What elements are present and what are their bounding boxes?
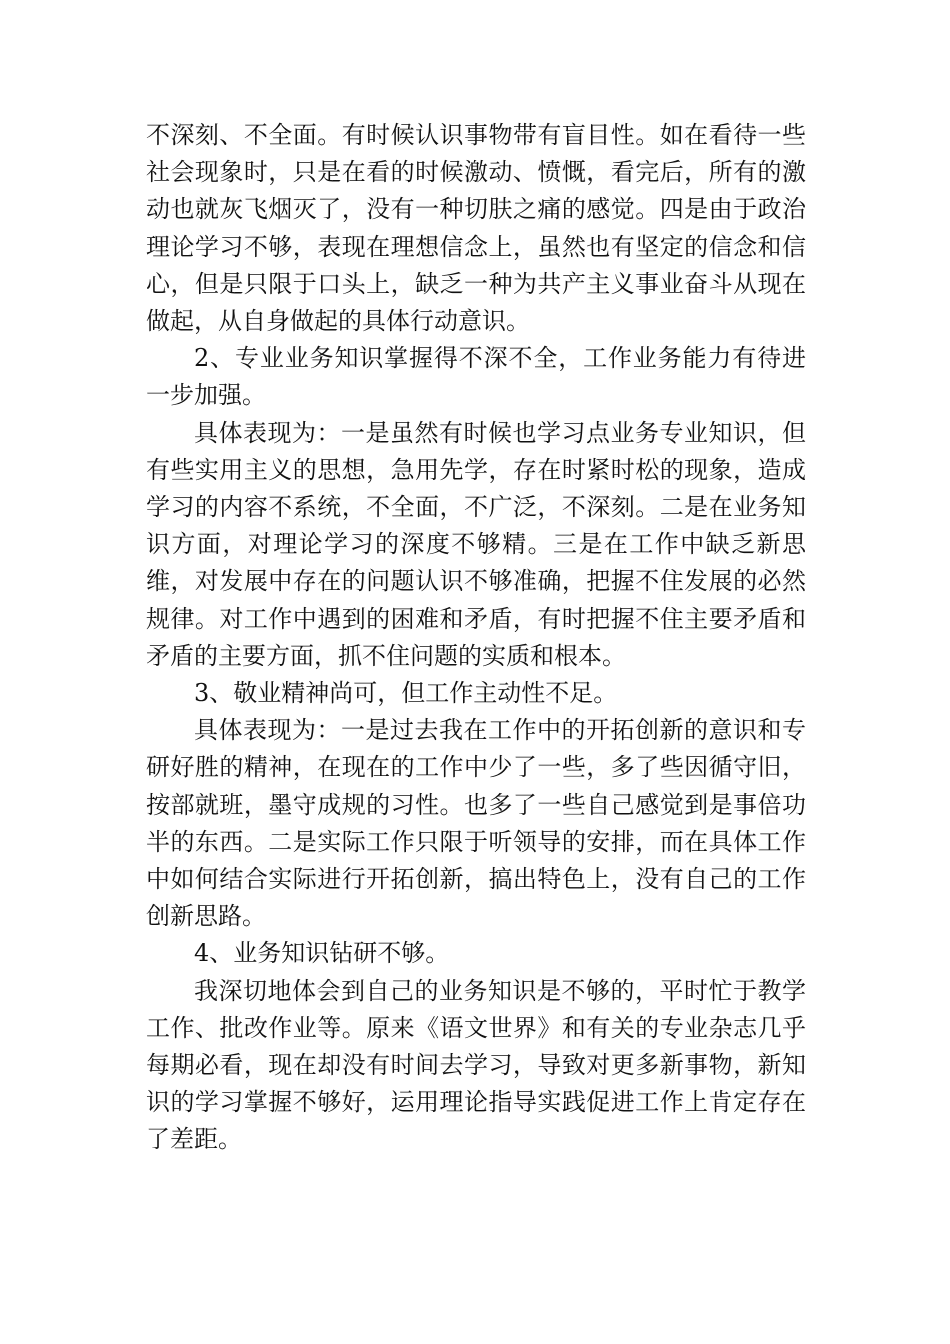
heading-item-2: 2、专业业务知识掌握得不深不全，工作业务能力有待进一步加强。 (146, 344, 806, 410)
heading-item-3: 3、敬业精神尚可，但工作主动性不足。 (194, 679, 618, 708)
paragraph-item-3-details: 具体表现为：一是过去我在工作中的开拓创新的意识和专研好胜的精神，在现在的工作中少了一些，多了些因循守旧，按部就班，墨守成规的习性。也多了一些自己感觉到是事倍功半的东西。二是实际工作只限于听领导的安排，而在具体工作中如何结合实际进行开拓创新，搞出特色上，没有自己的工作创新思路。 (146, 716, 806, 931)
paragraph-continuation: 不深刻、不全面。有时候认识事物带有盲目性。如在看待一些社会现象时，只是在看的时候激动、愤慨，看完后，所有的激动也就灰飞烟灭了，没有一种切肤之痛的感觉。四是由于政治理论学习不够，表现在理想信念上，虽然也有坚定的信念和信心，但是只限于口头上，缺乏一种为共产主义事业奋斗从现在做起，从自身做起的具体行动意识。 (146, 121, 806, 336)
heading-item-4: 4、业务知识钻研不够。 (194, 939, 450, 968)
paragraph-item-4-details: 我深切地体会到自己的业务知识是不够的，平时忙于教学工作、批改作业等。原来《语文世界》和有关的专业杂志几乎每期必看，现在却没有时间去学习，导致对更多新事物，新知识的学习掌握不够好，运用理论指导实践促进工作上肯定存在了差距。 (146, 976, 806, 1154)
document-body (146, 117, 806, 1159)
paragraph-item-2-details: 具体表现为：一是虽然有时候也学习点业务专业知识，但有些实用主义的思想，急用先学，存在时紧时松的现象，造成学习的内容不系统，不全面，不广泛，不深刻。二是在业务知识方面，对理论学习的深度不够精。三是在工作中缺乏新思维，对发展中存在的问题认识不够准确，把握不住发展的必然规律。对工作中遇到的困难和矛盾，有时把握不住主要矛盾和矛盾的主要方面，抓不住问题的实质和根本。 (146, 418, 806, 670)
